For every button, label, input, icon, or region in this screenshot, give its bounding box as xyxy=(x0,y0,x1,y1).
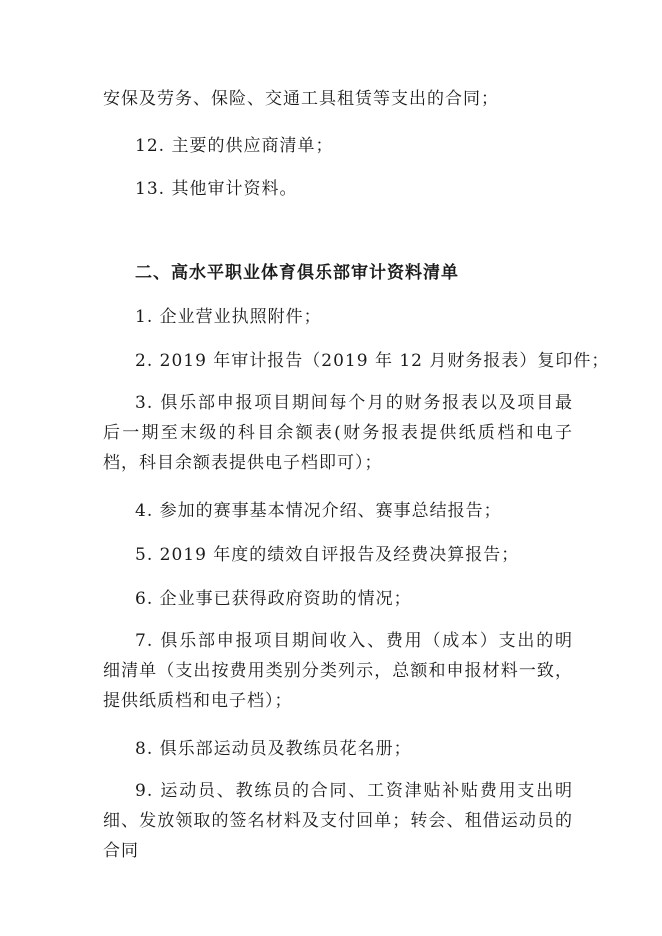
list-item-2: 2. 2019 年审计报告（2019 年 12 月财务报表）复印件； xyxy=(135,351,610,371)
list-item-12: 12. 主要的供应商清单； xyxy=(135,136,334,156)
list-item-6: 6. 企业事已获得政府资助的情况； xyxy=(135,589,412,609)
list-item-1: 1. 企业营业执照附件； xyxy=(135,307,322,327)
list-item-5: 5. 2019 年度的绩效自评报告及经费决算报告； xyxy=(135,545,520,565)
section-heading: 二、高水平职业体育俱乐部审计资料清单 xyxy=(135,263,459,283)
continuation-line: 安保及劳务、保险、交通工具租赁等支出的合同； xyxy=(103,89,499,109)
list-item-9: 9. 运动员、教练员的合同、工资津贴补贴费用支出明细、发放领取的签名材料及支付回单；转会、租借运动员的合同 xyxy=(103,781,573,861)
list-item-13: 13. 其他审计资料。 xyxy=(135,179,298,199)
list-item-8: 8. 俱乐部运动员及教练员花名册； xyxy=(135,739,412,759)
list-item-3: 3. 俱乐部申报项目期间每个月的财务报表以及项目最后一期至末级的科目余额表(财务报表提供纸质档和电子档，科目余额表提供电子档即可）； xyxy=(103,393,573,473)
list-item-7: 7. 俱乐部申报项目期间收入、费用（成本）支出的明细清单（支出按费用类别分类列示，总额和申报材料一致，提供纸质档和电子档）； xyxy=(103,631,573,711)
list-item-4: 4. 参加的赛事基本情况介绍、赛事总结报告； xyxy=(135,501,502,521)
